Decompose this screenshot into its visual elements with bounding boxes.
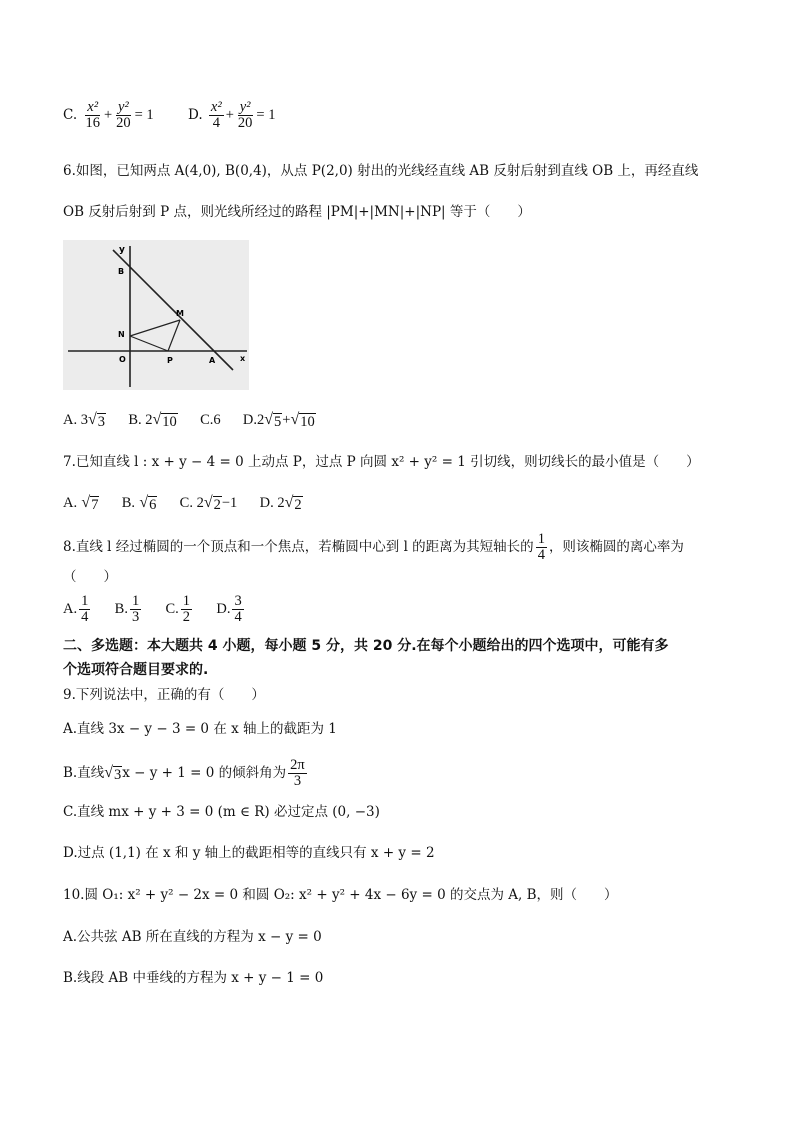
- q6-figure: [63, 240, 249, 390]
- q6-option-c: C.6: [200, 412, 221, 428]
- label-m: M: [176, 309, 184, 318]
- q6-options: [63, 411, 334, 430]
- q8-option-d: D. $\frac{3}{4}$: [216, 593, 242, 625]
- q6-option-a: A. 3 √ 3: [63, 411, 106, 430]
- q9-option-c: C.直线 mx + y + 3 = 0 (m ∈ R) 必过定点 (0, −3): [63, 804, 380, 820]
- q5-options: [63, 100, 293, 131]
- q6-stem-line1: 6.如图，已知两点 A(4,0), B(0,4)，从点 P(2,0) 射出的光线经直线 AB 反射后射到直线 OB 上，再经直线: [63, 163, 699, 179]
- q7-options: [63, 494, 321, 513]
- fraction: $\frac{1}{4}$: [537, 531, 545, 563]
- section-heading-line1: 二、多选题：本大题共 4 小题，每小题 5 分，共 20 分.在每个小题给出的四个选项中，可能有多: [63, 638, 669, 654]
- q5-option-d: D. $\frac{\text{x²}}{4}$ + $\frac{\text{y²}}{20}$ = 1: [187, 99, 276, 131]
- q10-option-b: B.线段 AB 中垂线的方程为 x + y − 1 = 0: [63, 970, 324, 986]
- label-o: O: [119, 355, 126, 364]
- q6-option-d: D.2 √ 5 + √ 10: [242, 411, 315, 430]
- label-x: x: [240, 354, 246, 363]
- q7-stem: 7.已知直线 l : x + y − 4 = 0 上动点 P，过点 P 向圆 x² + y² = 1 引切线，则切线长的最小值是（ ）: [63, 454, 700, 470]
- q7-option-c: C. 2 √ 2 −1: [179, 494, 238, 513]
- figure-background: [63, 240, 249, 390]
- q7-option-a: A. √ 7: [63, 494, 99, 513]
- q9-option-b: B.直线 √ 3 x − y + 1 = 0 的倾斜角为 $\frac{2\pi}{3}$: [63, 757, 305, 789]
- q9-stem: 9.下列说法中，正确的有（ ）: [63, 687, 265, 703]
- q5-option-c: C. $\frac{\text{x²}}{16}$ + $\frac{\text{y²}}{20}$ = 1: [63, 99, 154, 131]
- q8-option-a: A. $\frac{1}{4}$: [63, 593, 89, 625]
- q8-options: [63, 594, 264, 625]
- fraction: $\frac{\text{x²}}{4}$: [210, 99, 222, 131]
- q10-option-a: A.公共弦 AB 所在直线的方程为 x − y = 0: [63, 929, 322, 945]
- section-heading-line2: 个选项符合题目要求的.: [63, 662, 209, 678]
- fraction: $\frac{\text{y²}}{20}$: [116, 99, 131, 131]
- q8-option-c: C. $\frac{1}{2}$: [165, 593, 191, 625]
- label-b: B: [118, 267, 125, 276]
- label-n: N: [118, 330, 125, 339]
- q7-option-d: D. 2 √ 2: [259, 494, 302, 513]
- q6-option-b: B. 2 √ 10: [128, 411, 177, 430]
- fraction: $\frac{\text{y²}}{20}$: [237, 99, 253, 131]
- q9-option-a: A.直线 3x − y − 3 = 0 在 x 轴上的截距为 1: [63, 721, 337, 737]
- q6-stem-line2: OB 反射后射到 P 点，则光线所经过的路程 |PM|+|MN|+|NP| 等于（ ）: [63, 204, 531, 220]
- q9-option-d: D.过点 (1,1) 在 x 和 y 轴上的截距相等的直线只有 x + y = 2: [63, 845, 435, 861]
- q10-stem: 10.圆 O₁: x² + y² − 2x = 0 和圆 O₂: x² + y² + 4x − 6y = 0 的交点为 A, B，则（ ）: [63, 887, 618, 903]
- q8-stem: 8.直线 l 经过椭圆的一个顶点和一个焦点，若椭圆中心到 l 的距离为其短轴长的 $\frac{1}{4}$ ，则该椭圆的离心率为: [63, 531, 684, 563]
- label-p: P: [167, 356, 173, 365]
- q8-paren: （ ）: [63, 569, 117, 585]
- q8-option-b: B. $\frac{1}{3}$: [114, 593, 140, 625]
- fraction: $\frac{\text{x²}}{16}$: [85, 99, 100, 131]
- q7-option-b: B. √ 6: [121, 494, 157, 513]
- label-a: A: [209, 356, 216, 365]
- label-y: y: [119, 245, 125, 255]
